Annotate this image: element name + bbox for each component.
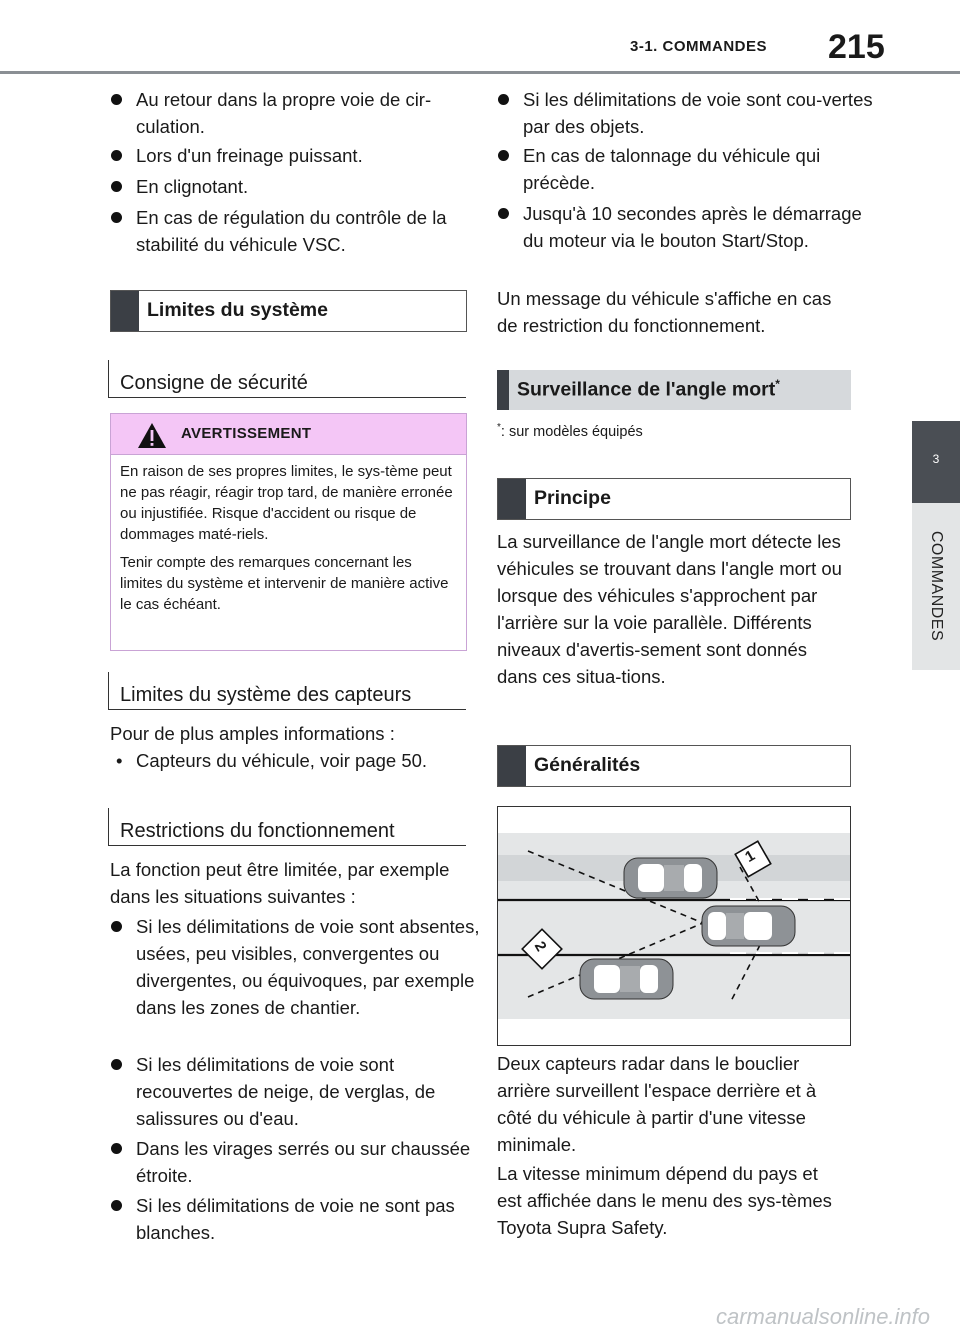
body-text: Un message du véhicule s'affiche en cas de restriction du fonctionnement.	[497, 288, 832, 336]
body-text: Deux capteurs radar dans le bouclier arrière surveillent l'espace derrière et à côté du véhicule à partir d'une vitesse minimale.	[497, 1053, 817, 1155]
list-item: En cas de régulation du contrôle de la stabilité du véhicule VSC.	[110, 204, 486, 258]
list-item: Au retour dans la propre voie de cir-culation.	[110, 86, 486, 140]
body-text: La vitesse minimum dépend du pays et est affichée dans le menu des sys-tèmes Toyota Supra Safety.	[497, 1163, 832, 1238]
warning-title: AVERTISSEMENT	[181, 425, 312, 442]
page-number: 215	[828, 28, 885, 66]
section-heading-text: Principe	[534, 487, 611, 509]
list-item: Si les délimitations de voie sont cou-vertes par des objets.	[497, 86, 873, 140]
subheading-restrictions: Restrictions du fonctionnement	[108, 808, 466, 846]
heading-marker	[498, 746, 526, 786]
warning-box	[110, 413, 467, 651]
warning-header	[111, 414, 466, 455]
callout-1-label: 1	[742, 847, 759, 866]
cross-reference-link[interactable]: Capteurs du véhicule, voir page 50.	[136, 750, 428, 771]
watermark: carmanualsonline.info	[716, 1304, 931, 1329]
heading-marker	[498, 479, 526, 519]
body-text: Pour de plus amples informations :	[110, 723, 395, 744]
list-item: Jusqu'à 10 secondes après le démarrage du moteur via le bouton Start/Stop.	[497, 200, 873, 254]
subheading-safety: Consigne de sécurité	[108, 360, 466, 398]
warning-text: Tenir compte des remarques concernant les limites du système et intervenir de manière active le cas échéant.	[120, 554, 449, 613]
warning-body	[111, 455, 466, 615]
body-text: La fonction peut être limitée, par exemple dans les situations suivantes :	[110, 859, 450, 907]
heading-marker	[497, 370, 509, 410]
chapter-label: COMMANDES	[928, 530, 945, 642]
section-heading-text: Surveillance de l'angle mort*	[517, 377, 780, 401]
list-item: En clignotant.	[110, 173, 486, 200]
footnote: *: sur modèles équipés	[497, 422, 643, 440]
heading-marker	[111, 291, 139, 331]
section-title: 3-1. COMMANDES	[630, 38, 768, 55]
warning-text: En raison de ses propres limites, le sys-tème peut ne pas réagir, réagir trop tard, de manière erronée ou injustifiée. Risque d'accident ou risque de dommages maté-riels.	[120, 463, 453, 543]
section-heading-text: Généralités	[534, 754, 641, 776]
list-item: Si les délimitations de voie sont absentes, usées, peu visibles, convergentes ou divergentes, ou équivoques, par exemple dans les zones de chantier.	[110, 913, 486, 1021]
car-icon	[580, 959, 673, 999]
list-item: En cas de talonnage du véhicule qui précède.	[497, 142, 873, 196]
body-text: La surveillance de l'angle mort détecte les véhicules se trouvant dans l'angle mort ou lorsque des véhicules s'approchent par l'arrière sur la voie parallèle. Différents niveaux d'avertis-sement sont donnés dans ces situa-tions.	[497, 531, 842, 687]
dot-marker: •	[116, 750, 123, 771]
car-icon	[624, 858, 717, 898]
list-item: Si les délimitations de voie ne sont pas blanches.	[110, 1192, 486, 1246]
list-item: Lors d'un freinage puissant.	[110, 142, 486, 169]
callout-2-label: 2	[530, 938, 550, 955]
chapter-number: 3	[932, 452, 940, 466]
section-heading-limits	[110, 290, 467, 332]
list-item: Dans les virages serrés ou sur chaussée étroite.	[110, 1135, 486, 1189]
list-item: Si les délimitations de voie sont recouvertes de neige, de verglas, de salissures ou d'eau.	[110, 1051, 486, 1132]
section-heading-text: Limites du système	[147, 299, 328, 321]
car-icon	[702, 906, 795, 946]
header-rule	[0, 71, 960, 74]
warning-triangle-icon	[137, 422, 167, 449]
section-heading-bsm	[497, 370, 851, 410]
section-heading-principle	[497, 478, 851, 520]
section-heading-general	[497, 745, 851, 787]
subheading-sensors: Limites du système des capteurs	[108, 672, 466, 710]
blind-spot-diagram	[497, 806, 851, 1046]
list-item	[110, 747, 465, 774]
